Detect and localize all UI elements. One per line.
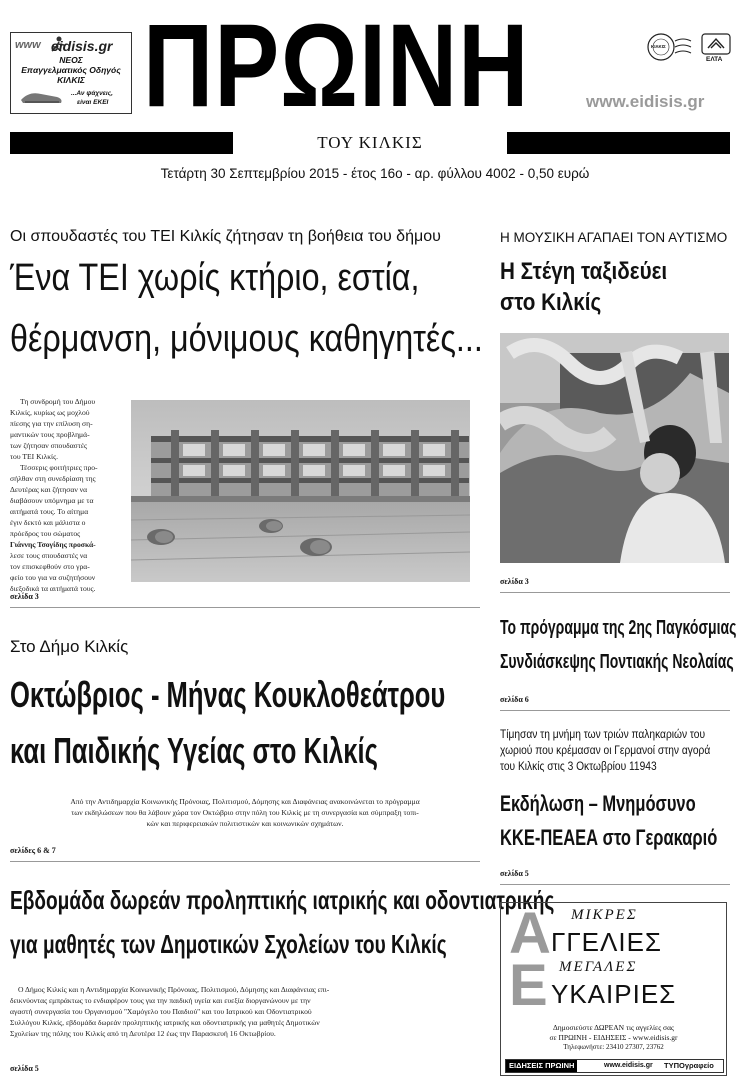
ad-word2: ΥΚΑΙΡΙΕΣ bbox=[551, 979, 677, 1009]
elta-label: ΕΛΤΑ bbox=[706, 56, 723, 63]
theater-body-line: Από την Αντιδημαρχία Κοινωνικής Πρόνοιας, Πολιτισμού, Δόμησης και Διαφάνειας ανακοινώνεται το πρόγραμμα bbox=[70, 797, 420, 806]
shoe-icon bbox=[19, 88, 65, 106]
theater-headline-line1[interactable]: Οκτώβριος - Μήνας Κουκλοθεάτρου bbox=[10, 674, 446, 715]
logo-tag2: είναι ΕΚΕΙ bbox=[77, 99, 109, 106]
lead-body-line: πρόεδρος του σώματος bbox=[10, 529, 81, 538]
ad-footer bbox=[505, 1059, 724, 1073]
lead-body-line: Γιάννης Τσογίδης προσκά- bbox=[10, 540, 96, 549]
lead-body-line: τον επισκεφθούν στο γρα- bbox=[10, 562, 90, 571]
lead-body-line: αιτήματά τους. Το αίτημα bbox=[10, 507, 89, 516]
theater-body bbox=[10, 796, 480, 829]
health-body bbox=[10, 984, 476, 1039]
masthead bbox=[0, 0, 750, 200]
elta-logo-icon bbox=[701, 33, 731, 55]
autism-divider bbox=[500, 592, 730, 593]
logo-line2: Επαγγελματικός Οδηγός bbox=[21, 65, 121, 75]
lead-headline-line2[interactable]: θέρμανση, μόνιμους καθηγητές... bbox=[10, 318, 483, 360]
children-parachute-photo[interactable] bbox=[500, 333, 729, 563]
ad-footer-right: ΤΥΠΟγραφείο bbox=[664, 1061, 714, 1070]
svg-text:www: www bbox=[15, 39, 41, 51]
lead-page-ref[interactable]: σελίδα 3 bbox=[10, 592, 39, 601]
health-body-line: Συλλόγου Κιλκίς, εβδομάδα δωρεάν προληπτικής ιατρικής και οδοντιατρικής για μαθητές Δημοτικών bbox=[10, 1018, 320, 1027]
subtitle-bar bbox=[10, 132, 730, 154]
logo-line1: ΝΕΟΣ bbox=[59, 55, 83, 65]
lead-divider bbox=[10, 607, 480, 608]
masthead-website[interactable]: www.eidisis.gr bbox=[586, 92, 705, 111]
autism-kicker: Η ΜΟΥΣΙΚΗ ΑΓΑΠΑΕΙ ΤΟΝ ΑΥΤΙΣΜΟ bbox=[500, 230, 728, 245]
memorial-headline-line1[interactable]: Εκδήλωση – Μνημόσυνο bbox=[500, 791, 696, 816]
health-page-ref[interactable]: σελίδα 5 bbox=[10, 1064, 39, 1073]
lead-body-line: σήλθαν στη συνεδρίαση της bbox=[10, 474, 96, 483]
lead-body-line: πίεσης για την επίλυση ση- bbox=[10, 419, 93, 428]
memorial-intro bbox=[500, 725, 735, 773]
lead-body-line: διεξοδικά τα αιτήματά τους. bbox=[10, 584, 96, 593]
health-body-line: Σχολείων της πόλης του Κιλκίς από τη Δευτέρα 12 έως την Παρασκευή 16 Οκτωβρίου. bbox=[10, 1029, 276, 1038]
eidisis-logo[interactable] bbox=[10, 32, 132, 114]
memorial-page-ref[interactable]: σελίδα 5 bbox=[500, 869, 529, 878]
ad-line3: Τηλεφωνήστε: 23410 27307, 23762 bbox=[563, 1043, 664, 1051]
health-headline-line2[interactable]: για μαθητές των Δημοτικών Σχολείων του Κιλκίς bbox=[10, 929, 447, 959]
ad-word1: ΓΓΕΛΙΕΣ bbox=[551, 927, 662, 957]
lead-body bbox=[10, 396, 122, 594]
lead-headline-line1[interactable]: Ένα ΤΕΙ χωρίς κτήριο, εστία, bbox=[10, 257, 420, 299]
memorial-intro-line: του Κιλκίς στις 3 Οκτωβρίου 11943 bbox=[500, 759, 657, 773]
masthead-subtitle: ΤΟΥ ΚΙΛΚΙΣ bbox=[233, 132, 507, 154]
pontic-divider bbox=[500, 710, 730, 711]
theater-body-line: των εκδηλώσεων που θα λάβουν χώρα τον Οκτώβριο στην πόλη του Κιλκίς με τη συνεργασία και σύμπραξη τοπι- bbox=[71, 808, 419, 817]
health-body-line: αγαστή συνεργασία του Οργανισμού ''Χαμόγελο του Παιδιού'' και του Ιατρικού και Οδοντιατρικού bbox=[10, 1007, 312, 1016]
lead-body-line: μαντικών τους προβλημά- bbox=[10, 430, 90, 439]
logo-site: eidisis.gr bbox=[51, 38, 113, 54]
lead-body-line: Τέσσερις φοιτήτριες προ- bbox=[20, 463, 98, 472]
memorial-headline-line2[interactable]: ΚΚΕ-ΠΕΑΕΑ στο Γερακαριό bbox=[500, 825, 718, 850]
lead-body-line: λεσε τους σπουδαστές να bbox=[10, 551, 88, 560]
memorial-intro-line: Τίμησαν τη μνήμη των τριών παληκαριών του bbox=[500, 727, 706, 741]
theater-body-line: κών και περιφερειακών πολιτιστικών και κοινωνικών σχημάτων. bbox=[146, 819, 344, 828]
health-headline-line1[interactable]: Εβδομάδα δωρεάν προληπτικής ιατρικής και οδοντιατρικής bbox=[10, 885, 555, 915]
ad-big-a: Α bbox=[509, 902, 551, 966]
pontic-headline-line1[interactable]: Το πρόγραμμα της 2ης Παγκόσμιας bbox=[500, 617, 737, 639]
lead-body-line: φείο του για να συζητήσουν bbox=[10, 573, 96, 582]
lead-kicker: Οι σπουδαστές του ΤΕΙ Κιλκίς ζήτησαν τη βοήθεια του δήμου bbox=[10, 228, 441, 245]
lead-body-line: των ζήτησαν σπουδαστές bbox=[10, 441, 88, 450]
lead-body-line: Τη συνδρομή του Δήμου bbox=[20, 397, 96, 406]
ad-footer-mid[interactable]: www.eidisis.gr bbox=[604, 1062, 653, 1069]
memorial-intro-line: χωριού που κρέμασαν οι Γερμανοί στην αγορά bbox=[500, 743, 711, 757]
dateline: Τετάρτη 30 Σεπτεμβρίου 2015 - έτος 16ο - αρ. φύλλου 4002 - 0,50 ευρώ bbox=[160, 166, 590, 181]
pontic-page-ref[interactable]: σελίδα 6 bbox=[500, 695, 529, 704]
theater-headline-line2[interactable]: και Παιδικής Υγείας στο Κιλκίς bbox=[10, 730, 378, 771]
ad-small1: ΜΙΚΡΕΣ bbox=[571, 907, 638, 923]
theater-page-ref[interactable]: σελίδες 6 & 7 bbox=[10, 846, 56, 855]
ad-line1: Δημοσιεύστε ΔΩΡΕΑΝ τις αγγελίες σας bbox=[552, 1023, 674, 1032]
logo-line3: ΚΙΛΚΙΣ bbox=[57, 75, 85, 85]
pontic-headline-line2[interactable]: Συνδιάσκεψης Ποντιακής Νεολαίας bbox=[500, 651, 734, 673]
stamp-label: ΚΙΛΚΙΣ bbox=[651, 44, 666, 49]
memorial-divider bbox=[500, 884, 730, 885]
health-body-line: Ο Δήμος Κιλκίς και η Αντιδημαρχία Κοινωνικής Πρόνοιας, Πολιτισμού, Δόμησης και Διαφάνειας επι- bbox=[18, 985, 330, 994]
autism-headline-line2[interactable]: στο Κιλκίς bbox=[500, 289, 602, 316]
lead-body-line: Κιλκίς, κυρίως ως μοχλού bbox=[10, 408, 90, 417]
lead-body-line: έγιν δεκτό και μάλιστα ο bbox=[10, 518, 86, 527]
ad-line2: σε ΠΡΩΙΝΗ - ΕΙΔΗΣΕΙΣ - www.eidisis.gr bbox=[549, 1033, 678, 1042]
lead-body-line: του ΤΕΙ Κιλκίς. bbox=[10, 452, 58, 461]
masthead-title: ΠΡΩΙΝΗ bbox=[143, 0, 530, 132]
autism-page-ref[interactable]: σελίδα 3 bbox=[500, 577, 529, 586]
autism-headline-line1[interactable]: Η Στέγη ταξιδεύει bbox=[500, 258, 668, 285]
logo-tag1: ...Αν ψάχνεις, bbox=[71, 90, 113, 97]
theater-divider bbox=[10, 861, 480, 862]
classifieds-ad[interactable] bbox=[500, 902, 727, 1076]
health-body-line: δεικνύοντας εμπράκτως το ενδιαφέρον τους για την παιδική υγεία και ευεξία διοργανώνουν με την bbox=[10, 996, 311, 1005]
tei-building-photo[interactable] bbox=[131, 400, 470, 582]
ad-footer-left: ΕΙΔΗΣΕΙΣ ΠΡΩΙΝΗ bbox=[506, 1060, 577, 1072]
theater-kicker: Στο Δήμο Κιλκίς bbox=[10, 637, 129, 656]
ad-big-e: Ε bbox=[509, 953, 548, 1018]
lead-body-line: Δευτέρας και ζήτησαν να bbox=[10, 485, 88, 494]
ad-small2: ΜΕΓΑΛΕΣ bbox=[559, 959, 638, 975]
lead-body-line: διαβάσουν υπόμνημα με τα bbox=[10, 496, 94, 505]
